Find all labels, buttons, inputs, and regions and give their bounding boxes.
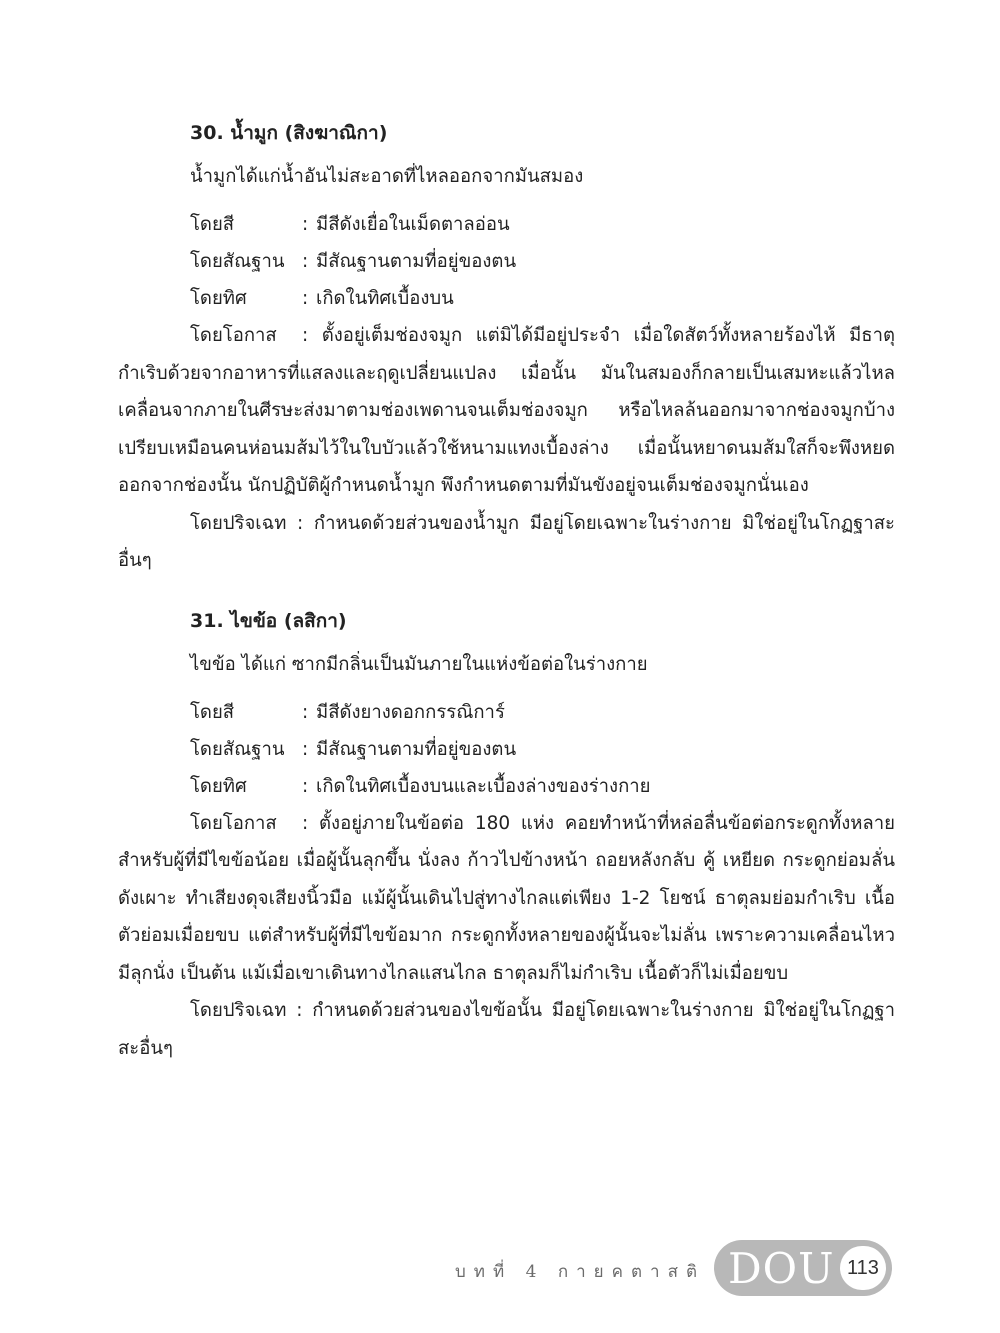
- boundary-label: โดยปริจเฉท: [190, 1000, 287, 1021]
- attribute-separator: :: [302, 214, 309, 235]
- attribute-row-shape: [190, 243, 895, 280]
- occasion-label: โดยโอกาส: [190, 325, 277, 346]
- occasion-paragraph: [118, 805, 895, 993]
- occasion-paragraph: [118, 317, 895, 505]
- boundary-paragraph: [118, 992, 895, 1067]
- section-intro: ไขข้อ ได้แก่ ซากมีกลิ่นเป็นมันภายในแห่งข้อต่อในร่างกาย: [190, 653, 648, 675]
- section-spacer: [118, 580, 895, 606]
- attribute-value: มีสีดังยางดอกกรรณิการ์: [316, 701, 505, 723]
- attribute-value: มีสีดังเยื่อในเม็ดตาลอ่อน: [316, 214, 510, 235]
- attribute-label: โดยทิศ: [190, 775, 247, 797]
- section-30: [118, 118, 895, 580]
- boundary-paragraph: [118, 505, 895, 580]
- attribute-label: โดยสัณฐาน: [190, 738, 285, 760]
- section-31: [118, 606, 895, 1068]
- attribute-value: เกิดในทิศเบื้องบนและเบื้องล่างของร่างกาย: [316, 775, 651, 797]
- page-footer: [0, 1238, 1000, 1308]
- attribute-value: มีสัณฐานตามที่อยู่ของตน: [316, 738, 517, 760]
- section-intro: น้ำมูกได้แก่น้ำอันไม่สะอาดที่ไหลออกจากมันสมอง: [190, 166, 584, 187]
- attribute-row-shape: [190, 731, 895, 768]
- boundary-text: : กำหนดด้วยส่วนของน้ำมูก มีอยู่โดยเฉพาะในร่างกาย มิใช่อยู่ในโกฏฐาสะอื่นๆ: [118, 512, 895, 571]
- occasion-label: โดยโอกาส: [190, 812, 277, 834]
- attribute-row-direction: [190, 280, 895, 317]
- page-badge: [714, 1240, 892, 1296]
- attribute-row-color: [190, 694, 895, 731]
- chapter-title: บทที่ 4 กายคตาสติ: [455, 1262, 706, 1282]
- attribute-value: เกิดในทิศเบื้องบน: [316, 288, 454, 309]
- attribute-label: โดยสี: [190, 214, 235, 235]
- brand-logo: DOU: [728, 1244, 835, 1293]
- page-body: [118, 118, 895, 1067]
- attribute-separator: :: [302, 775, 309, 797]
- attribute-separator: :: [302, 288, 309, 309]
- attribute-separator: :: [302, 251, 309, 272]
- boundary-text: : กำหนดด้วยส่วนของไขข้อนั้น มีอยู่โดยเฉพาะในร่างกาย มิใช่อยู่ในโกฏฐาสะอื่นๆ: [118, 1000, 895, 1059]
- boundary-label: โดยปริจเฉท: [190, 512, 287, 534]
- attribute-row-color: [190, 206, 895, 243]
- attribute-label: โดยสัณฐาน: [190, 251, 285, 272]
- attribute-value: มีสัณฐานตามที่อยู่ของตน: [316, 251, 517, 272]
- occasion-text: : ตั้งอยู่ภายในข้อต่อ 180 แห่ง คอยทำหน้าที่หล่อลื่นข้อต่อกระดูกทั้งหลาย สำหรับผู้ที่มีไขข้อน้อย เมื่อผู้นั้นลุกขึ้น นั่งลง ก้าวไปข้างหน้า ถอยหลังกลับ คู้ เหยียด กระดูกย่อมลั่นดังเผาะ ทำเสียงดุจเสียงนิ้วมือ แม้ผู้นั้นเดินไปสู่ทางไกลแต่เพียง 1-2 โยชน์ ธาตุลมย่อมกำเริบ เนื้อตัวย่อมเมื่อยขบ แต่สำหรับผู้ที่มีไขข้อมาก กระดูกทั้งหลายของผู้นั้นจะไม่ลั่น เพราะความเคลื่อนไหวมีลุกนั่ง เป็นต้น แม้เมื่อเขาเดินทางไกลแสนไกล ธาตุลมก็ไม่กำเริบ เนื้อตัวก็ไม่เมื่อยขบ: [118, 812, 895, 984]
- attribute-label: โดยทิศ: [190, 288, 247, 309]
- attribute-row-direction: [190, 768, 895, 805]
- occasion-text: : ตั้งอยู่เต็มช่องจมูก แต่มิได้มีอยู่ประจำ เมื่อใดสัตว์ทั้งหลายร้องไห้ มีธาตุกำเริบด้วยจากอาหารที่แสลงและฤดูเปลี่ยนแปลง เมื่อนั้น มันในสมองก็กลายเป็นเสมหะแล้วไหลเคลื่อนจากภายในศีรษะส่งมาตามช่องเพดานจนเต็มช่องจมูก หรือไหลล้นออกมาจากช่องจมูกบ้าง เปรียบเหมือนคนห่อนมส้มไว้ในใบบัวแล้วใช้หนามแทงเบื้องล่าง เมื่อนั้นหยาดนมส้มใสก็จะพึงหยดออกจากช่องนั้น นักปฏิบัติผู้กำหนดน้ำมูก พึงกำหนดตามที่มันขังอยู่จนเต็มช่องจมูกนั่นเอง: [118, 325, 895, 496]
- attribute-label: โดยสี: [190, 701, 235, 723]
- attribute-separator: :: [302, 738, 309, 760]
- section-title: 31. ไขข้อ (ลสิกา): [190, 609, 347, 632]
- attribute-separator: :: [302, 701, 309, 723]
- section-title: 30. น้ำมูก (สิงฆาณิกา): [190, 122, 388, 144]
- page-number: 113: [840, 1246, 886, 1290]
